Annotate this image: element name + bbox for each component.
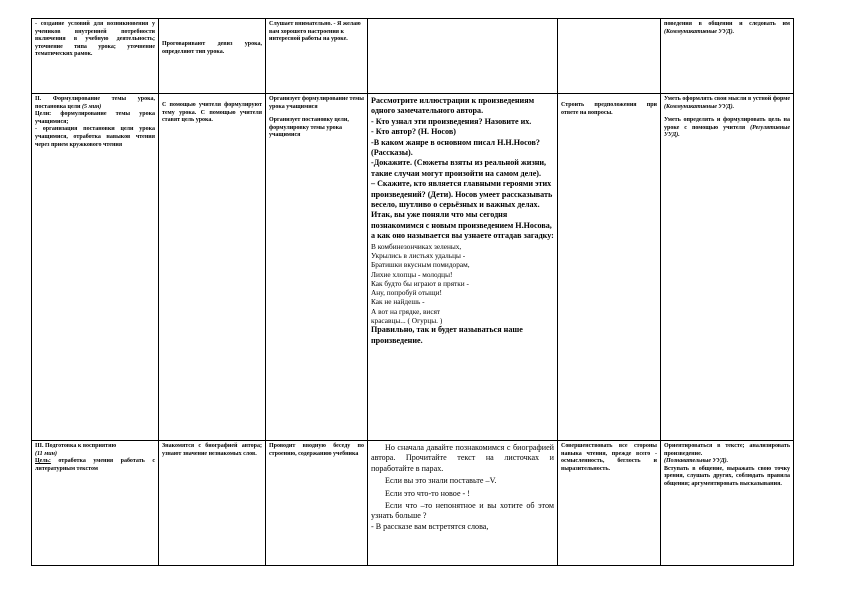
riddle-line: красавцы... ( Огурцы. ) bbox=[371, 316, 443, 326]
result-tag-1: (Познавательные УУД). bbox=[664, 458, 729, 465]
stage-title: II. Формулирование темы урока, постановка цели bbox=[35, 96, 155, 110]
uud-cell: Совершенствовать все стороны навыка чтения, прежде всего - осмысленность, беглость и выразительность. bbox=[558, 441, 661, 566]
dialog-line: -Докажите. (Сюжеты взяты из реальной жизни, такие случаи могут произойти на самом деле). bbox=[371, 158, 547, 178]
result-cell bbox=[661, 441, 794, 566]
teacher-activity-cell bbox=[266, 94, 368, 441]
stage-goal-text: отработка умения работать с литературным текстом bbox=[35, 458, 156, 472]
uud-text: Строить предположения при ответе на вопросы. bbox=[561, 102, 657, 116]
teacher-activity-cell: Проводит вводную беседу по строению, содержанию учебника bbox=[266, 441, 368, 566]
result-text: поведения в общении и следовать им bbox=[664, 21, 790, 27]
riddle-line: Лихие хлопцы - молодцы! bbox=[371, 269, 453, 279]
content-cell bbox=[368, 19, 558, 94]
table-row bbox=[32, 19, 794, 94]
closing-line: Правильно, так и будет называться наше произведение. bbox=[371, 325, 523, 345]
dialog-line: - Кто узнал эти произведения? Назовите их. bbox=[371, 116, 532, 126]
student-activity-text: Проговаривают девиз урока, определяют тип урока. bbox=[162, 41, 262, 55]
result-text-1: Ориентироваться в тексте; анализировать произведение. bbox=[664, 443, 790, 457]
result-text-2: Вступать в общение, выражать свою точку зрения, слушать других, соблюдать правила общения; аргументировать высказывания. bbox=[664, 465, 790, 487]
result-cell bbox=[661, 19, 794, 94]
result-text-1: Уметь оформлять свои мысли в устной форме bbox=[664, 96, 790, 102]
table-row bbox=[32, 441, 794, 566]
dialog-line: – Скажите, кто является главными героями этих произведений? (Дети). Носов умеет рассказывать весело, шутливо о серьёзных и важных делах. bbox=[371, 179, 553, 210]
riddle-line: Ану, попробуй отыщи! bbox=[371, 288, 442, 298]
dialog-line: Но сначала давайте познакомимся с биографией автора. Прочитайте текст на листочках и поработайте в парах. bbox=[371, 443, 554, 473]
student-activity-cell: Знакомятся с биографией автора; узнают значение незнакомых слов. bbox=[159, 441, 266, 566]
dialog-line: Если вы это знали поставьте –V. bbox=[385, 476, 497, 486]
riddle-line: Как будто бы играют в прятки - bbox=[371, 278, 469, 288]
result-text-2: Уметь определять и формулировать цель на уроке с помощью учителя bbox=[664, 117, 790, 131]
teacher-activity-text-1: Организует формулирование темы урока учащимися bbox=[269, 96, 364, 110]
result-tag: (Коммуникативные УУД). bbox=[664, 28, 735, 35]
uud-cell bbox=[558, 19, 661, 94]
dialog-line: Итак, вы уже поняли что мы сегодня познакомимся с новым произведением Н.Носова, а как оно называется вы узнаете отгадав загадку: bbox=[371, 210, 554, 241]
teacher-activity-cell: Слушает внимательно. - Я желаю вам хорошего настроения к интересной работы на уроке. bbox=[266, 19, 368, 94]
riddle-line: Братишки вкусным помидорам, bbox=[371, 260, 470, 270]
riddle-line: В комбинезончиках зеленых, bbox=[371, 241, 462, 251]
dialog-line: - В рассказе вам встретятся слова, bbox=[371, 521, 489, 531]
riddle-line: Укрылись в листьях удальцы - bbox=[371, 250, 466, 260]
goal-cell: - создание условий для возникновения у учеников внутренней потребности включения в учебную деятельность; уточнение типа урока; уточнение тематических рамок. bbox=[32, 19, 159, 94]
stage-time: (11 мин) bbox=[35, 450, 57, 457]
stage-cell bbox=[32, 94, 159, 441]
content-cell bbox=[368, 94, 558, 441]
dialog-line: Рассмотрите иллюстрации к произведениям одного замечательного автора. bbox=[371, 96, 535, 116]
dialog-line: Если это что-то новое - ! bbox=[385, 488, 470, 498]
lesson-plan-table bbox=[31, 18, 794, 566]
result-cell bbox=[661, 94, 794, 441]
stage-time: (5 мин) bbox=[82, 103, 102, 110]
dialog-line: -В каком жанре в основном писал Н.Н.Носов? (Рассказы). bbox=[371, 137, 540, 158]
student-activity-cell bbox=[159, 19, 266, 94]
stage-title: III. Подготовка к восприятию bbox=[35, 443, 117, 449]
table-row bbox=[32, 94, 794, 441]
result-tag-1: (Коммуникативные УУД). bbox=[664, 103, 735, 110]
dialog-line: - Кто автор? (Н. Носов) bbox=[371, 127, 456, 137]
stage-goal-label: Цель: bbox=[35, 458, 51, 465]
student-activity-cell bbox=[159, 94, 266, 441]
riddle-line: Как не найдешь - bbox=[371, 297, 425, 307]
stage-goal-2: - организация постановки цели урока учащимися, отработка навыков чтения через прием кружкового чтения bbox=[35, 126, 155, 148]
riddle-line: А вот на грядке, висят bbox=[371, 306, 441, 316]
uud-cell bbox=[558, 94, 661, 441]
dialog-line: Если что –то непонятное и вы хотите об этом узнать больше ? bbox=[371, 501, 554, 521]
stage-cell bbox=[32, 441, 159, 566]
teacher-activity-text-2: Организует постановку цели, формулировку темы урока учащимися bbox=[269, 117, 349, 139]
student-activity-text: С помощью учителя формулируют тему урока. С помощью учителя ставят цель урока. bbox=[162, 102, 262, 124]
result-tag-2: (Регулятивные УУД). bbox=[664, 124, 790, 139]
stage-goal: Цели: формулирование темы урока учащимися; bbox=[35, 111, 155, 125]
content-cell bbox=[368, 441, 558, 566]
